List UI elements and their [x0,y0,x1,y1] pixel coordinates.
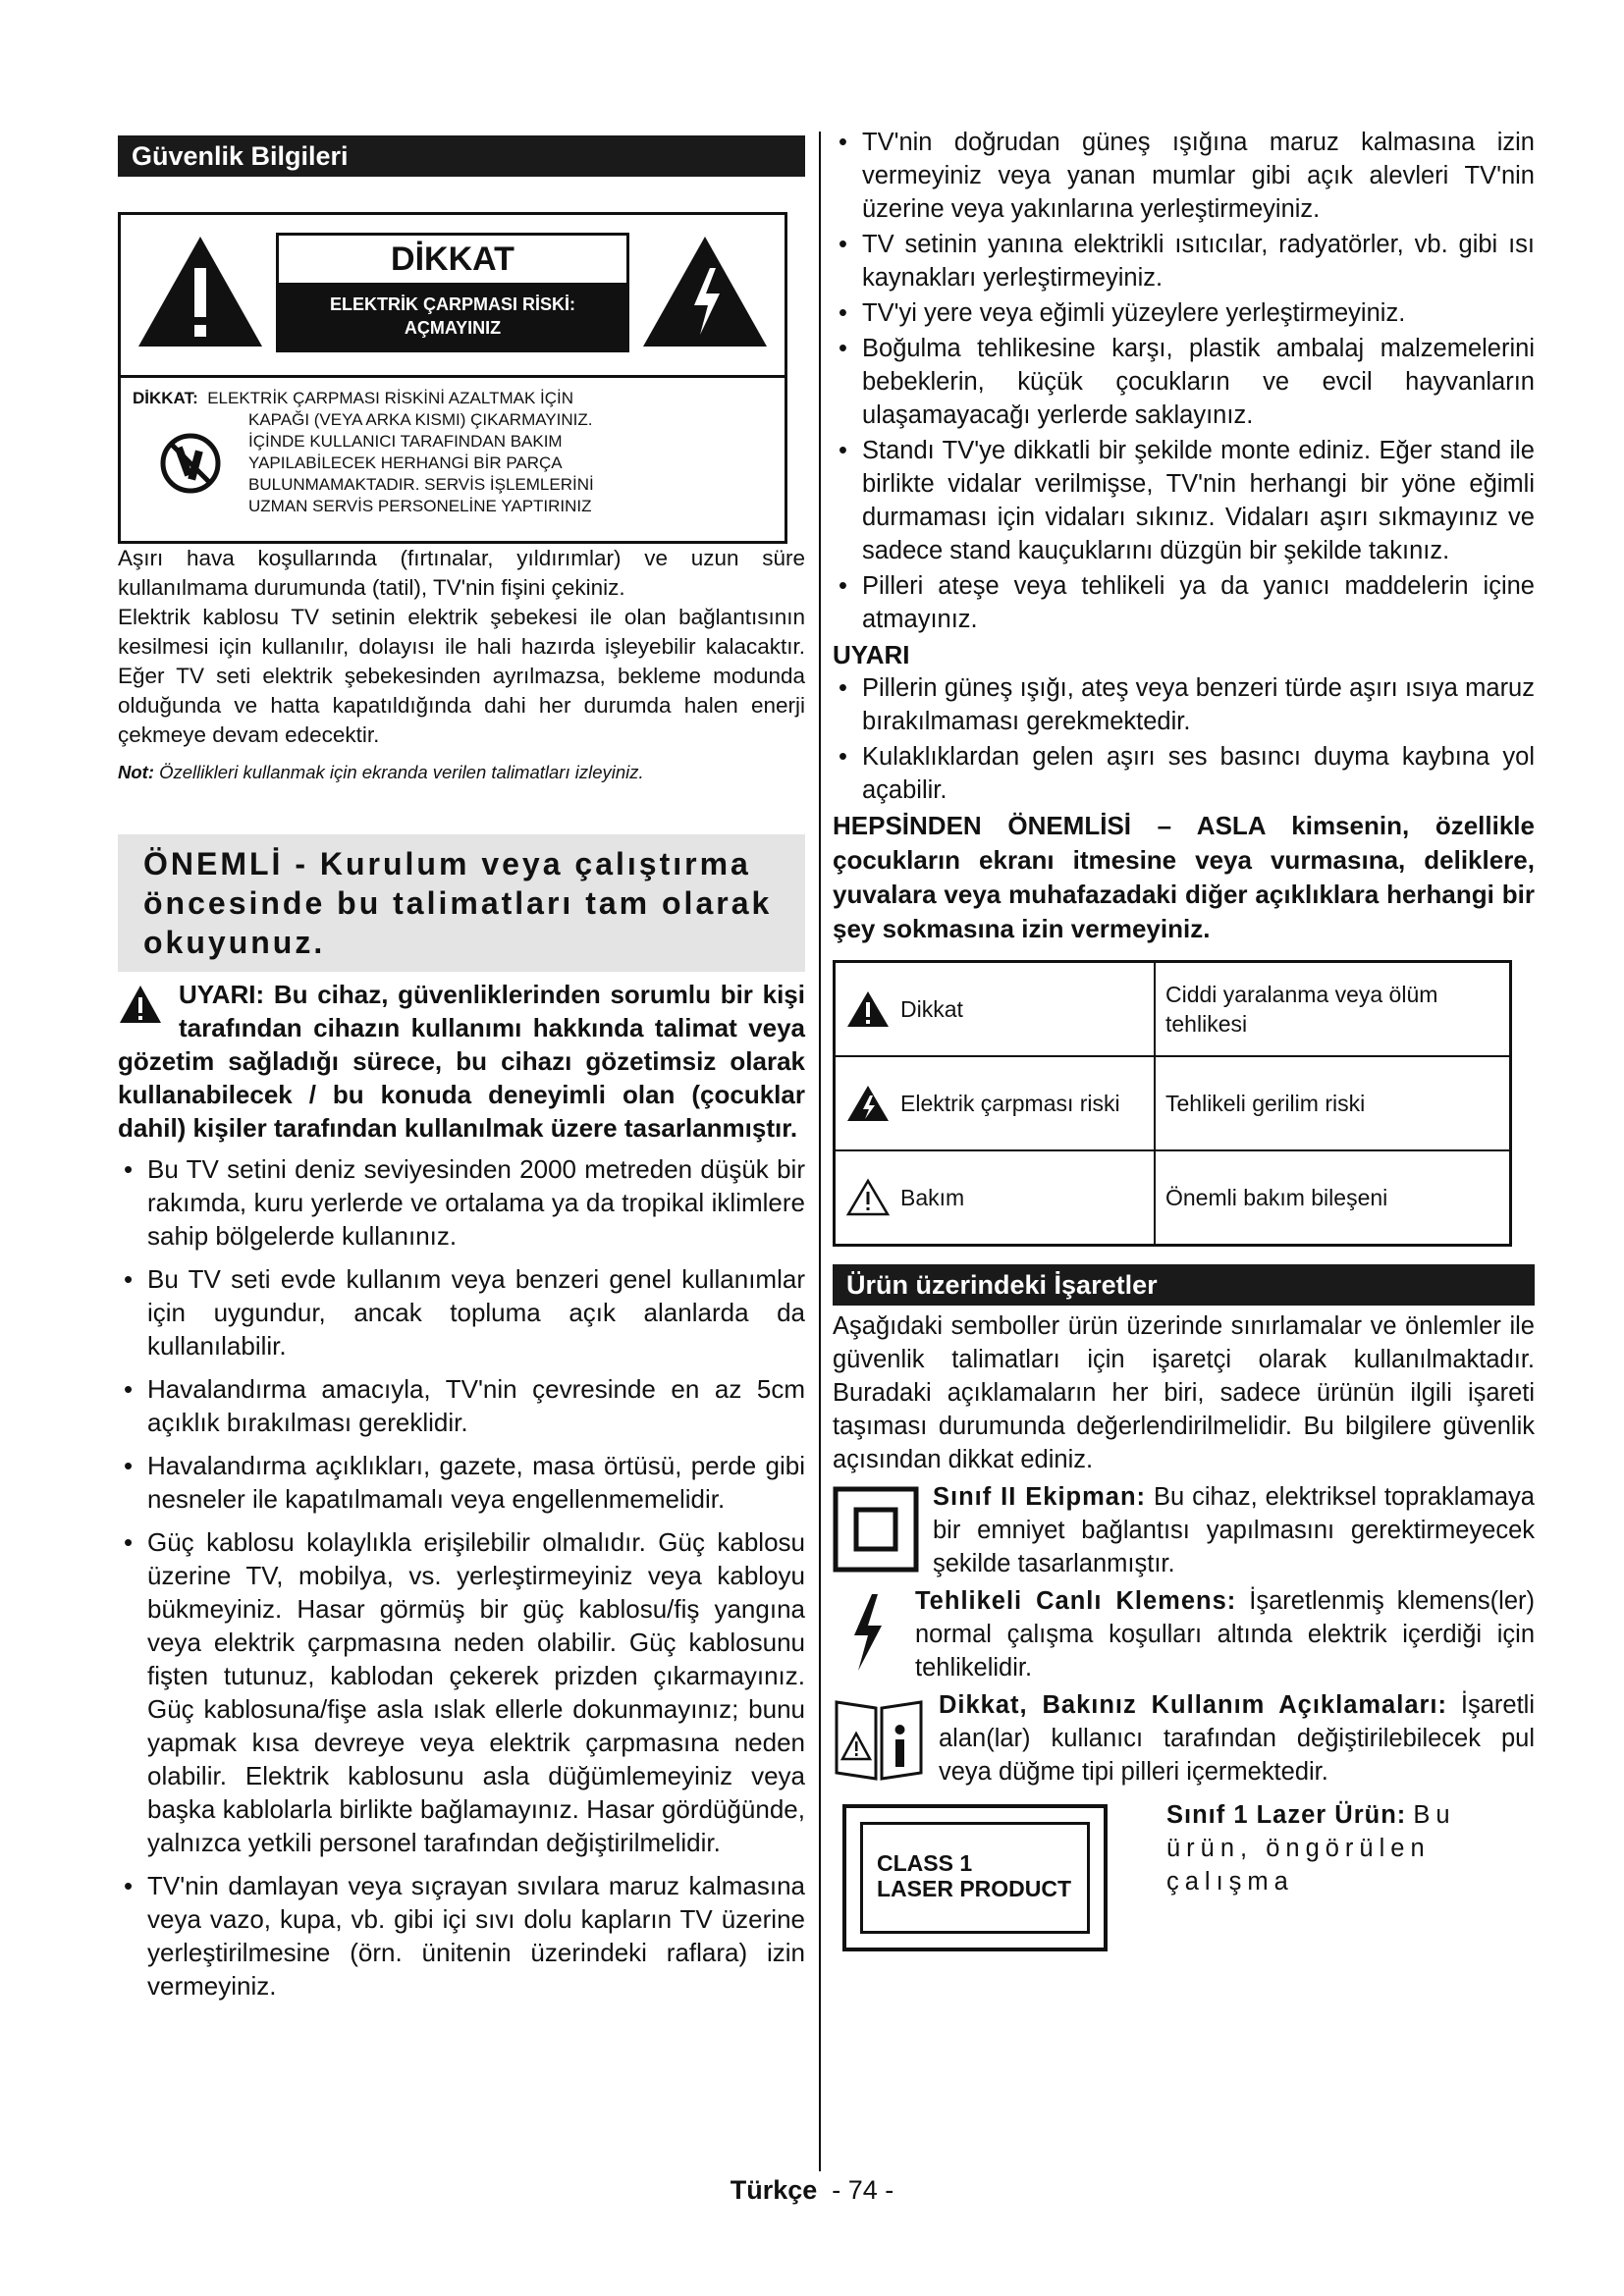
section-header-isaretler: Ürün üzerindeki İşaretler [833,1264,1535,1306]
dikkat-line-5: BULUNMAMAKTADIR. SERVİS İŞLEMLERİNİ [248,475,594,494]
footer-language: Türkçe [730,2175,818,2205]
warning-triangle-icon [845,989,891,1029]
sinif-ii-text: Bu cihaz, elektriksel topraklamaya bir emniyet bağlantısı yapılmasını gerektirmeyecek şekilde tasarlanmıştır. [933,1483,1535,1577]
klemens-text: İşaretlenmiş klemens(ler) normal çalışma koşulları altında elektrik içerdiği için tehlikelidir. [915,1587,1535,1682]
class-ii-double-square-icon [833,1486,919,1573]
para-isaretler: Aşağıdaki semboller ürün üzerinde sınırlamalar ve önlemler ile güvenlik talimatları için işaretçi olarak kullanılmaktadır. Buradaki açıklamaların her biri, sadece ürünün ilgili işareti taşıması durumunda değerlendirilmelidir. Bu bilgilere güvenlik açısından dikkat ediniz. [833,1312,1535,1473]
list-item: • Boğulma tehlikesine karşı, plastik ambalaj malzemelerini bebeklerin, küçük çocukların ve evcil hayvanların ulaşamayacağı yerlerde saklayınız. [833,332,1535,432]
list-item: • Bu TV seti evde kullanım veya benzeri genel kullanımlar için uygundur, ancak topluma açık alanlarda da kullanılabilir. [118,1262,805,1362]
klemens-heading: Tehlikeli Canlı Klemens: [915,1587,1237,1615]
laser-heading: Sınıf 1 Lazer Ürün: [1166,1801,1407,1829]
list-item: • TV setinin yanına elektrikli ısıtıcılar, radyatörler, vb. gibi ısı kaynakları yerleştirmeyiniz. [833,228,1535,294]
table-row [835,962,1511,1057]
dikkat-line-1-text: ELEKTRİK ÇARPMASI RİSKİNİ AZALTMAK İÇİN [207,389,574,407]
table-row [835,1150,1511,1246]
laser-text: Bu ürün, öngörülen çalışma [1166,1801,1456,1896]
symbol-label: Elektrik çarpması riski [900,1091,1120,1116]
list-item: • Bu TV setini deniz seviyesinden 2000 metreden düşük bir rakımda, kuru yerlerde ve ortalama ya da tropikal iklimlere sahip bölgelerde kullanınız. [118,1152,805,1253]
list-item: • Güç kablosu kolaylıkla erişilebilir olmalıdır. Güç kablosu üzerine TV, mobilya, vs. yerleştirmeyiniz veya kabloyu bükmeyiniz. Hasar görmüş bir güç kablosu/fiş yangına veya elektrik çarpmasına neden olabilir. Güç kablosunu fişten tutunuz, kablodan çekerek prizden çıkarmayınız. Güç kablosuna/fişe asla ıslak ellerle dokunmayınız; bunu yapmak kısa devreye veya elektrik çarpmasına neden olabilir. Elektrik kablosunu asla düğümlemeyiniz veya başka kablolarla birlikte bağlamayınız. Hasar gördüğünde, yalnızca yetkili personel tarafından değiştirilmelidir. [118,1525,805,1859]
column-divider [819,132,821,2171]
dikkat-title: DİKKAT [391,240,514,278]
list-item: • Kulaklıklardan gelen aşırı ses basıncı duyma kaybına yol açabilir. [833,740,1535,807]
list-item: • Havalandırma açıklıkları, gazete, masa örtüsü, perde gibi nesneler ile kapatılmamalı veya engellenmemelidir. [118,1449,805,1516]
sinif-ii-heading: Sınıf II Ekipman: [933,1483,1147,1511]
lightning-bolt-icon [833,1590,901,1675]
exclamation-triangle-icon [135,233,266,350]
page-footer [0,2175,1624,2206]
dikkat-line-6: UZMAN SERVİS PERSONELİNE YAPTIRINIZ [248,497,592,515]
list-item: • TV'yi yere veya eğimli yüzeylere yerleştirmeyiniz. [833,296,1535,330]
dikkat-warning-box [118,212,787,544]
symbol-table [833,960,1512,1247]
laser-block [833,1798,1535,1946]
sinif-ii-block [833,1480,1535,1580]
symbol-label: Bakım [900,1185,965,1210]
dikkat-line-4: YAPILABİLECEK HERHANGİ BİR PARÇA [248,454,563,472]
right-bullet-list-2 [833,671,1535,807]
list-item: • TV'nin doğrudan güneş ışığına maruz kalmasına izin vermeyiniz veya yanan mumlar gibi açık alevleri TV'nin üzerine veya yakınlarına yerleştirmeyiniz. [833,126,1535,226]
dikkat-line-2: KAPAĞI (VEYA ARKA KISMI) ÇIKARMAYINIZ. [248,410,593,429]
section-header-guvenlik: Güvenlik Bilgileri [118,135,805,177]
dikkat-line-1 [133,388,771,409]
warning-triangle-icon [118,984,163,1025]
hepsinden-onemlisi: HEPSİNDEN ÖNEMLİSİ – ASLA kimsenin, özellikle çocukların ekranı itmesine veya vurmasına, deliklere, yuvalara veya muhafazadaki diğer açıklıklara herhangi bir şey sokmasına izin vermeyiniz. [833,811,1535,943]
symbol-label: Dikkat [900,996,963,1022]
list-item: • Havalandırma amacıyla, TV'nin çevresinde en az 5cm açıklık bırakılması gereklidir. [118,1372,805,1439]
note-text: Özellikleri kullanmak için ekranda verilen talimatları izleyiniz. [159,762,644,782]
laser-label-inner [860,1822,1090,1934]
bakiniz-text: İşaretli alan(lar) kullanıcı tarafından değiştirilebilecek pul veya düğme tipi pilleri içermektedir. [939,1691,1535,1786]
uyari-text: UYARI: Bu cihaz, güvenliklerinden sorumlu bir kişi tarafından cihazın kullanımı hakkında talimat veya gözetim sağladığı sürece, bu cihazı gözetimsiz olarak kullanabilecek / bu konuda deneyimli olan (çocuklar dahil) kişiler tarafından kullanılmak üzere tasarlanmıştır. [118,980,805,1143]
list-item: • TV'nin damlayan veya sıçrayan sıvılara maruz kalmasına veya vazo, kupa, vb. gibi içi sıvı dolu kapların TV üzerine yerleştirilmesine (örn. ünitenin üzerindeki raflara) izin vermeyiniz. [118,1869,805,2002]
page-number: - 74 - [832,2175,894,2205]
table-cell [835,1150,1156,1246]
table-cell: Önemli bakım bileşeni [1155,1150,1511,1246]
laser-label-line-2: LASER PRODUCT [877,1876,1072,1901]
uyari-heading: UYARI [833,640,910,669]
dikkat-label: DİKKAT: [133,389,198,407]
list-item: • Pilleri ateşe veya tehlikeli ya da yanıcı maddelerin içine atmayınız. [833,569,1535,636]
laser-label-line-1: CLASS 1 [877,1850,973,1876]
left-column [118,135,805,2012]
lightning-triangle-icon [845,1084,891,1123]
list-item: • Pillerin güneş ışığı, ateş veya benzeri türde aşırı ısıya maruz bırakılmaması gerekmektedir. [833,671,1535,738]
class-1-laser-label [842,1804,1108,1951]
note-label: Not: [118,762,154,782]
refer-manual-icon [833,1694,925,1783]
dikkat-subtitle: ELEKTRİK ÇARPMASI RİSKİ: AÇMAYINIZ [279,283,626,349]
bakiniz-block [833,1688,1535,1789]
dikkat-box-rule [121,375,785,378]
table-cell: Ciddi yaralanma veya ölüm tehlikesi [1155,962,1511,1057]
table-cell [835,1056,1156,1150]
para-power-cable: Elektrik kablosu TV setinin elektrik şebekesi ile olan bağlantısının kesilmesi için kullanılır, dolayısı ile hali hazırda işleyebilir kalacaktır. Eğer TV seti elektrik şebekesinden ayrılmazsa, bekleme modunda olduğunda ve hatta kapatıldığında dahi her durumda halen enerji çekmeye devam edecektir. [118,605,805,747]
note [118,760,805,785]
lightning-triangle-icon [639,233,771,350]
dikkat-line-3: İÇİNDE KULLANICI TARAFINDAN BAKIM [248,432,563,451]
onemli-callout: ÖNEMLİ - Kurulum veya çalıştırma öncesinde bu talimatları tam olarak okuyunuz. [118,834,805,972]
right-bullet-list-1 [833,126,1535,636]
klemens-block [833,1584,1535,1684]
para-weather: Aşırı hava koşullarında (fırtınalar, yıldırımlar) ve uzun süre kullanılmama durumunda (tatil), TV'nin fişini çekiniz. [118,546,805,600]
bakiniz-heading: Dikkat, Bakınız Kullanım Açıklamaları: [939,1691,1448,1719]
caution-outline-triangle-icon [845,1178,891,1217]
dikkat-text-block [133,388,771,517]
right-column [833,126,1535,1946]
table-cell [835,962,1156,1057]
table-row [835,1056,1511,1150]
table-cell: Tehlikeli gerilim riski [1155,1056,1511,1150]
left-bullet-list [118,1152,805,2002]
uyari-paragraph [118,978,805,1145]
laser-description [1166,1798,1530,1898]
dikkat-label-panel [276,233,629,352]
list-item: • Standı TV'ye dikkatli bir şekilde monte ediniz. Eğer stand ile birlikte vidalar verilmişse, TV'nin herhangi bir yöne eğimli durmaması için vidaları sıkınız. Vidaları aşırı sıkmayınız ve sadece stand kauçuklarını düzgün bir şekilde takınız. [833,434,1535,567]
